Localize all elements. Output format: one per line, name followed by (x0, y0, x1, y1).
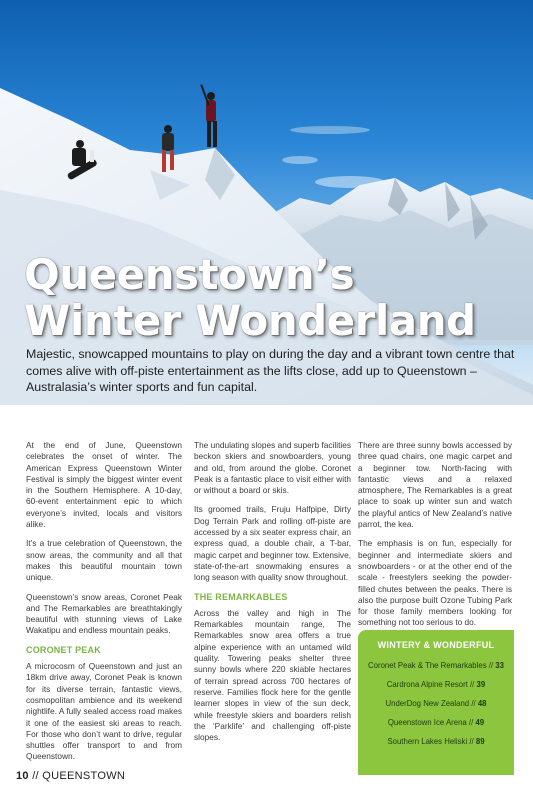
footer-separator: // (32, 770, 39, 782)
paragraph: The emphasis is on fun, especially for beginner and intermediate skiers and snowboarders - or at the other end of the scale - freestylers seeking the powder-filled chutes between the peaks. There is also the purpose built Ozone Tubing Park for those family members looking for something not too serious to do. (358, 538, 512, 628)
separator: // (488, 661, 494, 670)
section-heading-coronet-peak: CORONET PEAK (26, 644, 101, 655)
sidebar-item[interactable] (358, 660, 514, 672)
paragraph: At the end of June, Queenstown celebrates the onset of winter. The American Express Queenstown Winter Festival is simply the biggest winter event in the Southern Hemisphere. A 10-day, 60-event entertainment epic to which everyone’s invited, locals and visitors alike. (26, 440, 182, 530)
wintery-wonderful-sidebar (358, 630, 514, 775)
page-number: 10 (16, 770, 29, 782)
sidebar-item-label: UnderDog New Zealand (385, 699, 470, 708)
sidebar-title: WINTERY & WONDERFUL (377, 640, 495, 650)
sidebar-list (358, 660, 514, 755)
separator: // (469, 737, 474, 746)
paragraph: Across the valley and high in The Remarkables mountain range, The Remarkables snow area offers a true alpine experience with an untamed wild quality. Towering peaks shelter three sunny bowls where 220 skiable hectares of terrain spread across 700 hectares of reserve. Families flock here for the gentle learner slopes in view of the sun deck, while freestyle skiers and boarders relish the ‘Parklife’ and challenging off-piste slopes. (194, 607, 351, 743)
page-ref: 39 (476, 680, 486, 689)
sidebar-item-label: Coronet Peak & The Remarkables (368, 661, 487, 670)
paragraph: A microcosm of Queenstown and just an 18km drive away, Coronet Peak is known for its diverse terrain, fantastic views, cosmopolitan ambience and its weekend nightlife. A fully sealed access road makes it one of the easiest ski areas to reach. For those who don’t want to drive, regular shuttles offer transport to and from Queenstown. (26, 661, 182, 762)
article-column-3 (358, 440, 512, 637)
paragraph: Its groomed trails, Fruju Halfpipe, Dirty Dog Terrain Park and rolling off-piste are accessed by a six seater express chair, an express quad, a double chair, a T-bar, magic carpet and beginner tow. Extensive, state-of-the-art snowmaking ensures a long season with quality snow throughout. (194, 504, 351, 583)
article-column-1 (26, 440, 182, 771)
section-heading-the-remarkables: THE REMARKABLES (194, 591, 288, 602)
paragraph: It’s a true celebration of Queenstown, the snow areas, the community and all that makes this beautiful mountain town unique. (26, 538, 182, 583)
page-title (24, 252, 476, 344)
sidebar-item[interactable] (358, 679, 514, 691)
sidebar-item-label: Cardrona Alpine Resort (386, 680, 468, 689)
sidebar-item[interactable] (358, 698, 514, 710)
paragraph: There are three sunny bowls accessed by three quad chairs, one magic carpet and a beginner tow. North-facing with fantastic views and a relaxed atmosphere, The Remarkables is a great place to soak up winter sun and watch the playful antics of New Zealand’s native parrot, the kea. (358, 440, 512, 530)
page-ref: 33 (495, 661, 504, 670)
sidebar-item[interactable] (358, 736, 514, 748)
title-line-2: Winter Wonderland (24, 296, 476, 345)
section-name: QUEENSTOWN (42, 770, 126, 782)
article-column-2 (194, 440, 351, 751)
sidebar-item-label: Queenstown Ice Arena (387, 718, 467, 727)
sidebar-item-label: Southern Lakes Heliski (387, 737, 468, 746)
page-ref: 89 (475, 737, 485, 746)
page-ref: 48 (477, 699, 487, 708)
paragraph: The undulating slopes and superb facilities beckon skiers and snowboarders, young and old, from around the globe. Coronet Peak is a fantastic place to visit either with or without a board or skis. (194, 440, 351, 496)
separator: // (470, 680, 475, 689)
page-footer (16, 770, 125, 782)
paragraph: Queenstown’s snow areas, Coronet Peak and The Remarkables are breathtakingly beautiful with stunning views of Lake Wakatipu and endless mountain peaks. (26, 591, 182, 636)
separator: // (468, 718, 474, 727)
separator: // (471, 699, 476, 708)
sidebar-item[interactable] (358, 717, 514, 729)
page-ref: 49 (475, 718, 485, 727)
intro-text: Majestic, snowcapped mountains to play on during the day and a vibrant town centre that comes alive with off-piste entertainment as the lifts close, add up to Queenstown – Australasia’s winter sports and fun capital. (26, 347, 515, 394)
title-line-1: Queenstown’s (24, 250, 355, 299)
